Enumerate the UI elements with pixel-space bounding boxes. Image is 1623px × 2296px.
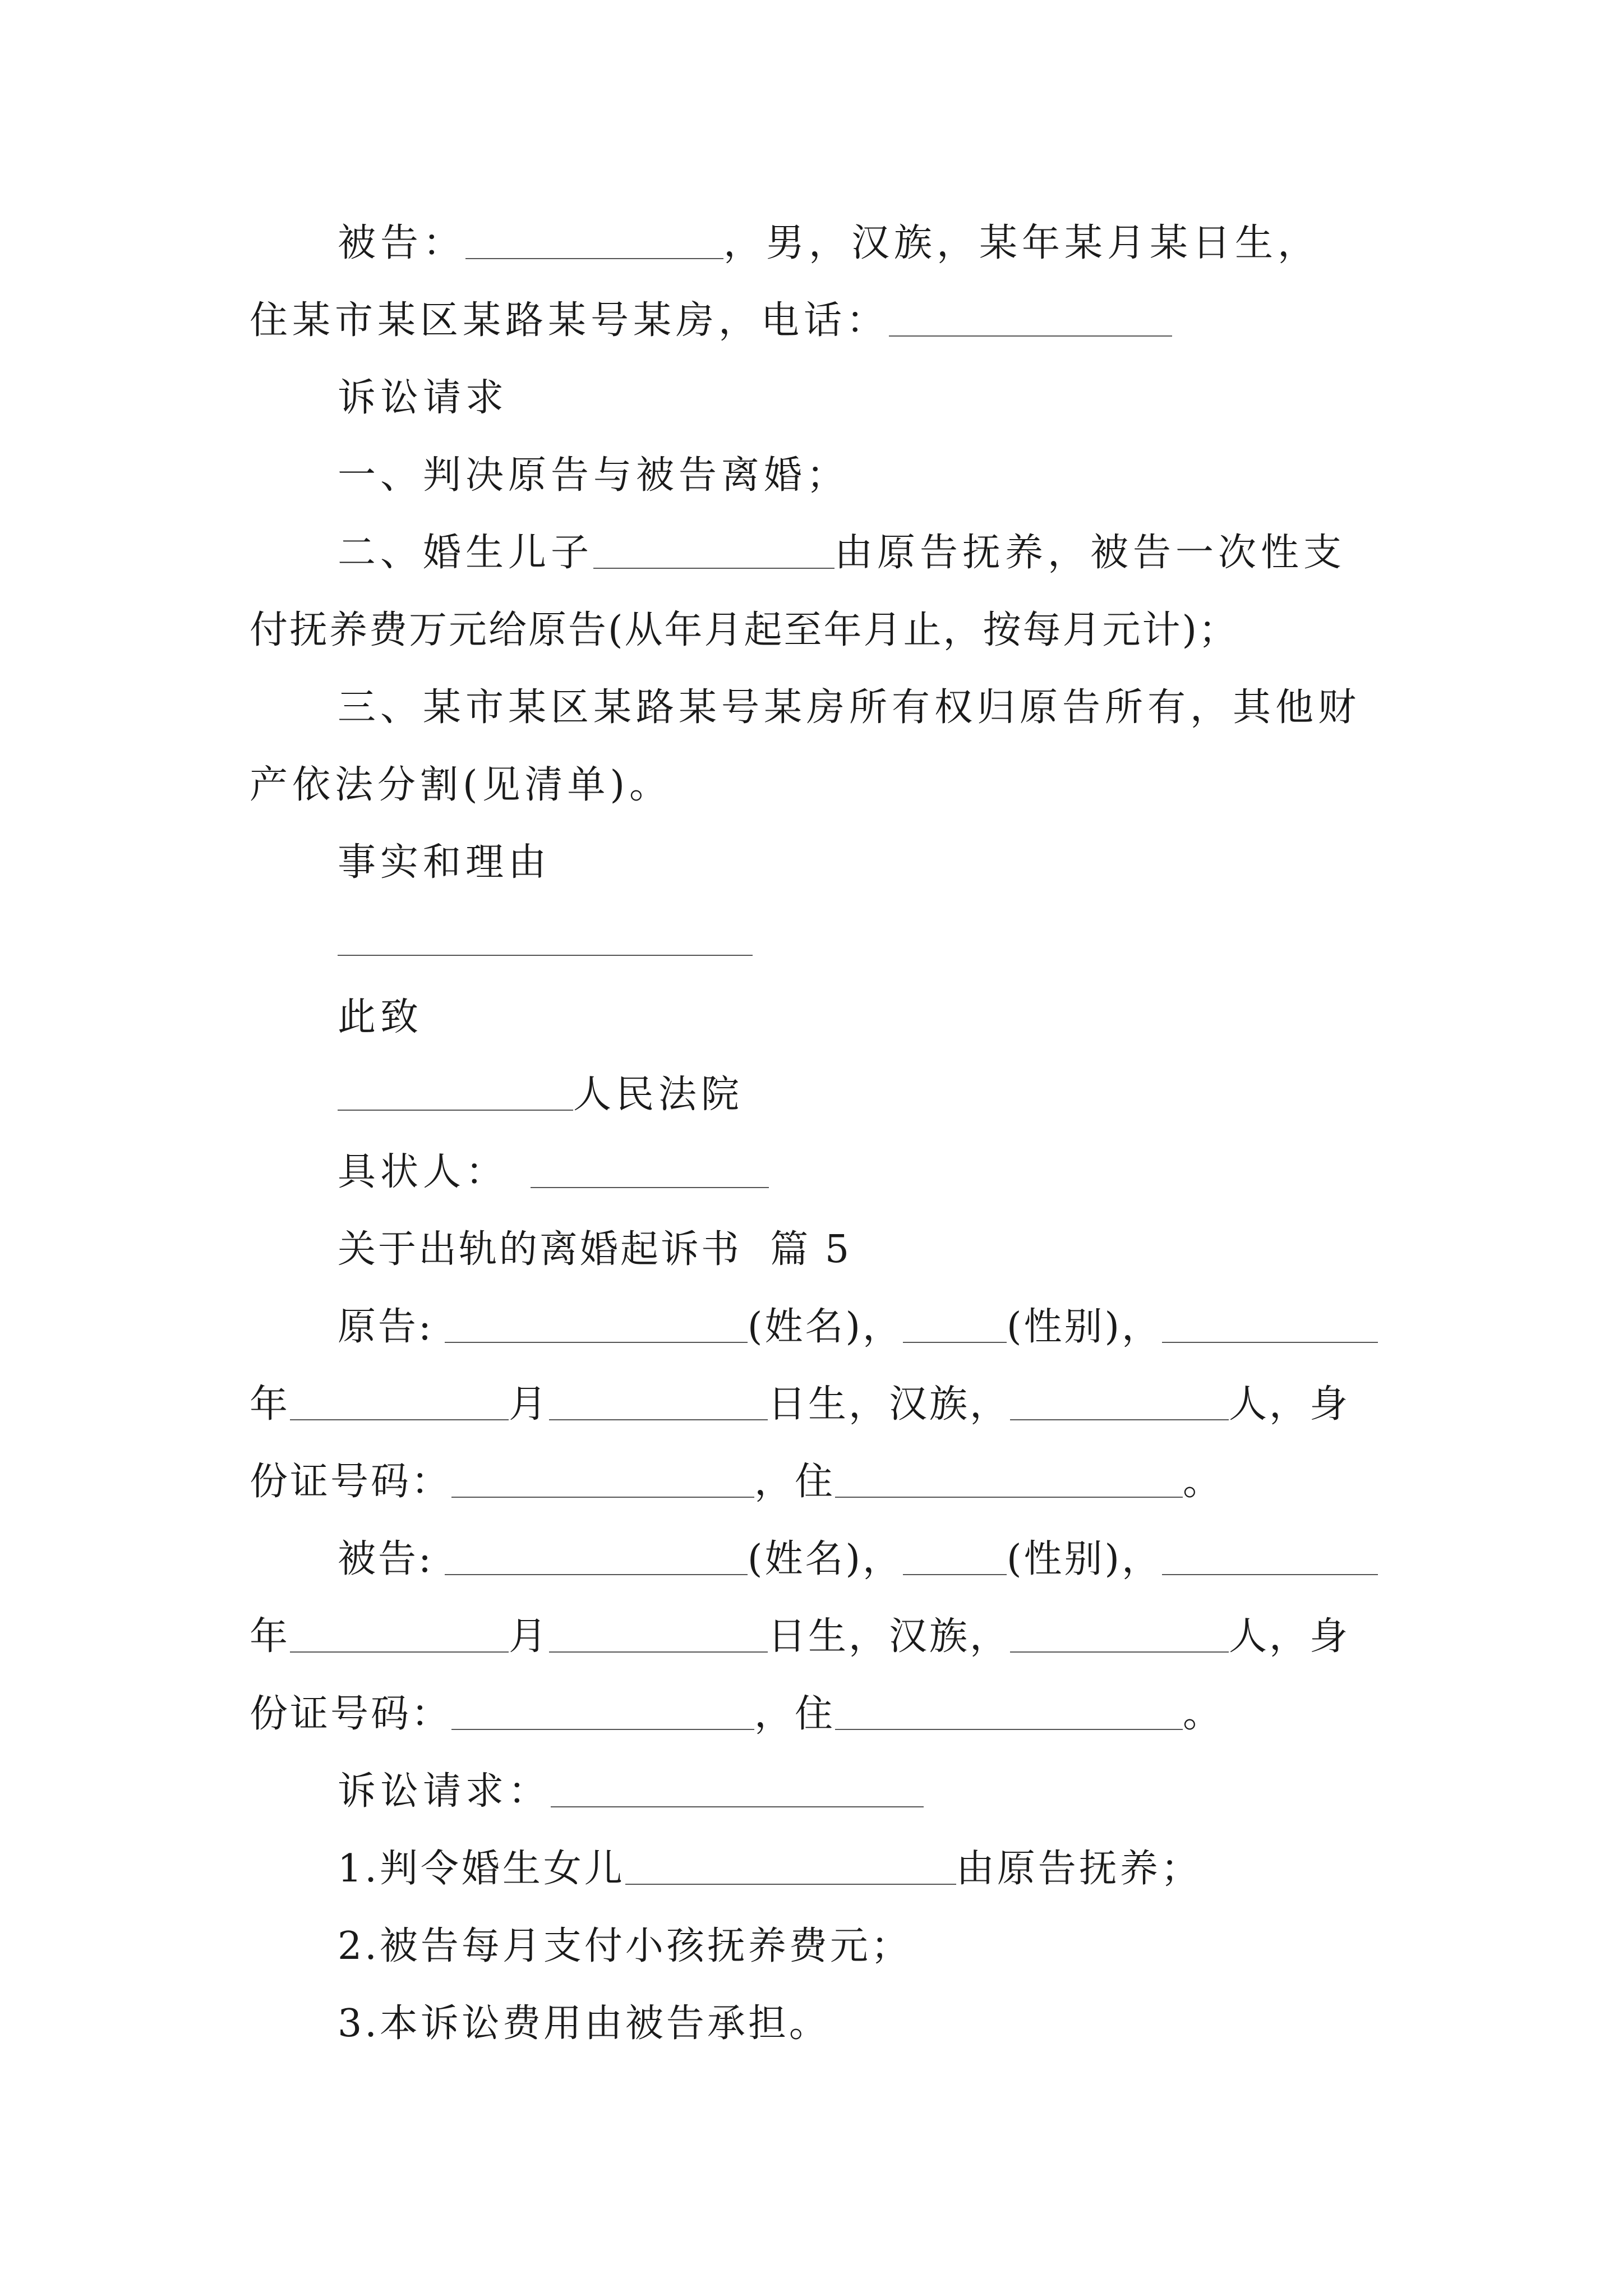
defendant-line bbox=[338, 221, 1321, 265]
plaintiff-live-label: ，住 bbox=[754, 1460, 836, 1504]
facts-blank bbox=[338, 922, 753, 956]
plaintiff-born-label: 日生，汉族， bbox=[768, 1382, 1011, 1427]
claim-1: 一、判决原告与被告离婚； bbox=[338, 453, 850, 498]
defendant-label: 被告： bbox=[338, 221, 466, 265]
claims-heading: 诉讼请求 bbox=[338, 376, 509, 420]
claim2-3: 3.本诉讼费用由被告承担。 bbox=[338, 2001, 830, 2046]
signer-line bbox=[338, 1150, 769, 1194]
plaintiff-name-blank bbox=[445, 1309, 748, 1343]
signer-label: 具状人： bbox=[338, 1150, 509, 1194]
plaintiff-line-3 bbox=[250, 1460, 1224, 1504]
son-name-blank bbox=[593, 535, 834, 569]
plaintiff-month-label: 月 bbox=[509, 1382, 550, 1427]
plaintiff-year-blank bbox=[290, 1387, 509, 1420]
defendant2-sex-label: (性别)， bbox=[1006, 1537, 1163, 1581]
court-label: 人民法院 bbox=[573, 1073, 744, 1117]
claim-2-prefix: 二、婚生儿子 bbox=[338, 531, 594, 575]
salutation: 此致 bbox=[338, 995, 423, 1039]
claim-2-line-1 bbox=[338, 531, 1347, 575]
claims2-line bbox=[338, 1769, 924, 1814]
claim-3-line-1: 三、某市某区某路某号某房所有权归原告所有，其他财 bbox=[338, 685, 1361, 730]
defendant2-birth-blank bbox=[1162, 1542, 1378, 1575]
plaintiff-day-blank bbox=[549, 1387, 768, 1420]
claim2-1-suffix: 由原告抚养； bbox=[956, 1847, 1202, 1891]
defendant-name-blank bbox=[465, 226, 723, 259]
plaintiff-year-label: 年 bbox=[250, 1382, 291, 1427]
defendant2-line-2 bbox=[250, 1614, 1350, 1659]
defendant2-name-blank bbox=[445, 1542, 748, 1575]
claims2-heading: 诉讼请求： bbox=[338, 1769, 551, 1814]
defendant2-sex-blank bbox=[903, 1542, 1007, 1575]
defendant2-id-label: 份证号码： bbox=[250, 1692, 452, 1736]
plaintiff-birth-blank bbox=[1162, 1309, 1378, 1343]
defendant-address-line bbox=[250, 298, 1172, 343]
defendant2-period: 。 bbox=[1183, 1692, 1224, 1736]
claim-3-line-2: 产依法分割(见清单)。 bbox=[250, 763, 672, 807]
court-line bbox=[338, 1073, 744, 1117]
claim2-1-line bbox=[338, 1847, 1202, 1891]
plaintiff-period: 。 bbox=[1183, 1460, 1224, 1504]
claims2-blank bbox=[551, 1774, 924, 1807]
defendant2-line-1 bbox=[338, 1537, 1378, 1581]
defendant2-born-label: 日生，汉族， bbox=[768, 1614, 1011, 1659]
defendant2-origin-blank bbox=[1010, 1619, 1229, 1653]
plaintiff-sex-blank bbox=[903, 1309, 1007, 1343]
facts-heading: 事实和理由 bbox=[338, 840, 551, 885]
defendant2-name-label: (姓名)， bbox=[747, 1537, 903, 1581]
defendant2-month-label: 月 bbox=[509, 1614, 550, 1659]
defendant2-line-3 bbox=[250, 1692, 1224, 1736]
signer-blank bbox=[531, 1154, 769, 1188]
defendant2-year-label: 年 bbox=[250, 1614, 291, 1659]
defendant-address: 住某市某区某路某号某房，电话： bbox=[250, 298, 889, 343]
plaintiff-person-label: 人，身 bbox=[1229, 1382, 1350, 1427]
daughter-name-blank bbox=[625, 1851, 956, 1885]
plaintiff-label: 原告: bbox=[338, 1305, 434, 1349]
defendant2-day-blank bbox=[549, 1619, 768, 1653]
claim-2-suffix: 由原告抚养，被告一次性支 bbox=[834, 531, 1347, 575]
section-title: 关于出轨的离婚起诉书 篇 5 bbox=[338, 1227, 852, 1272]
claim2-1-prefix: 1.判令婚生女儿 bbox=[338, 1847, 625, 1891]
defendant-phone-blank bbox=[889, 303, 1172, 337]
defendant2-live-label: ，住 bbox=[754, 1692, 836, 1736]
plaintiff-line-2 bbox=[250, 1382, 1350, 1427]
plaintiff-line-1 bbox=[338, 1305, 1378, 1349]
defendant2-year-blank bbox=[290, 1619, 509, 1653]
defendant-info: ，男，汉族，某年某月某日生， bbox=[723, 221, 1321, 265]
plaintiff-origin-blank bbox=[1010, 1387, 1229, 1420]
plaintiff-address-blank bbox=[835, 1464, 1183, 1498]
plaintiff-name-label: (姓名)， bbox=[747, 1305, 903, 1349]
plaintiff-id-blank bbox=[451, 1464, 754, 1498]
facts-blank-line bbox=[338, 921, 753, 959]
plaintiff-id-label: 份证号码： bbox=[250, 1460, 452, 1504]
defendant2-id-blank bbox=[451, 1696, 754, 1730]
defendant2-address-blank bbox=[835, 1696, 1183, 1730]
defendant2-label: 被告: bbox=[338, 1537, 434, 1581]
claim-2-line-2: 付抚养费万元给原告(从年月起至年月止，按每月元计)； bbox=[250, 608, 1239, 652]
plaintiff-sex-label: (性别)， bbox=[1006, 1305, 1163, 1349]
claim2-2: 2.被告每月支付小孩抚养费元； bbox=[338, 1924, 912, 1968]
court-blank bbox=[338, 1077, 573, 1111]
defendant2-person-label: 人，身 bbox=[1229, 1614, 1350, 1659]
